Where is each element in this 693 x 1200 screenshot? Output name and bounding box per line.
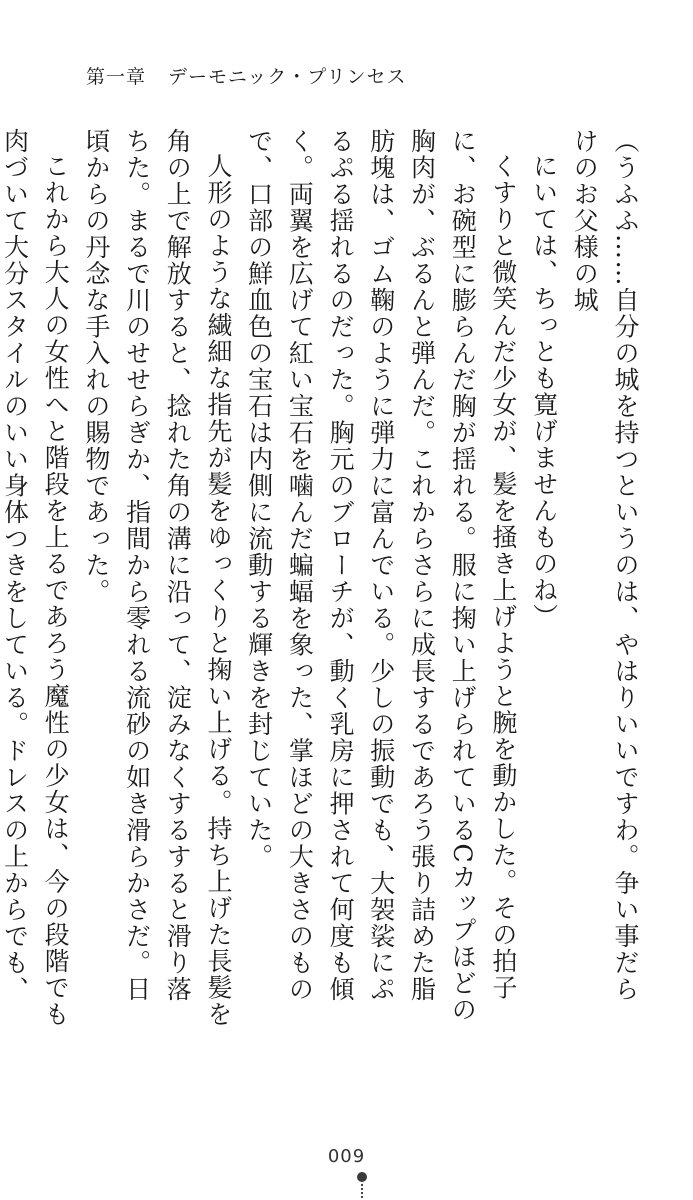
dialogue-line-2: にいては、ちっとも寛げませんものね） bbox=[529, 153, 559, 630]
chapter-title: デーモニック・プリンセス bbox=[168, 66, 407, 88]
vertical-body-text bbox=[0, 128, 645, 1028]
body-paragraph: 人形のような繊細な指先が髪をゆっくりと掬い上げる。持ち上げた長髪を角の上で解放すると、捻れた角の溝に沿って、淀みなくするすると滑り落ちた。まるで川のせせらぎか、指間から零れる流砂の如き滑らかさだ。日頃からの丹念な手入れの賜物であった。 bbox=[81, 128, 233, 1028]
ornament-dot bbox=[357, 1172, 367, 1182]
dialogue-line-1: （うふふ……自分の城を持つというのは、やはりいいですわ。争い事だらけのお父様の城 bbox=[570, 128, 640, 1003]
body-paragraph: これから大人の女性へと階段を上るであろう魔性の少女は、今の段階でも肉づいて大分スタイルのいい身体つきをしている。ドレスの上からでも、 bbox=[0, 128, 71, 1028]
chapter-label: 第一章 bbox=[86, 66, 147, 88]
page-ornament-icon bbox=[356, 1172, 368, 1200]
ornament-trail bbox=[361, 1184, 363, 1200]
page-number: 009 bbox=[327, 1146, 366, 1167]
running-head bbox=[86, 62, 407, 89]
dialogue-paragraph bbox=[523, 128, 645, 1028]
body-paragraph: くすりと微笑んだ少女が、髪を掻き上げようと腕を動かした。その拍子に、お碗型に膨らんだ胸が揺れる。服に掬い上げられているCカップほどの胸肉が、ぶるんと弾んだ。これからさらに成長するであろう張り詰めた脂肪塊は、ゴム鞠のように弾力に富んでいる。少しの振動でも、大袈裟にぷるぷる揺れるのだった。胸元のブローチが、動く乳房に押されて何度も傾く。両翼を広げて紅い宝石を噛んだ蝙蝠を象った、掌ほどの大きさのもので、口部の鮮血色の宝石は内側に流動する輝きを封じていた。 bbox=[244, 128, 518, 1024]
